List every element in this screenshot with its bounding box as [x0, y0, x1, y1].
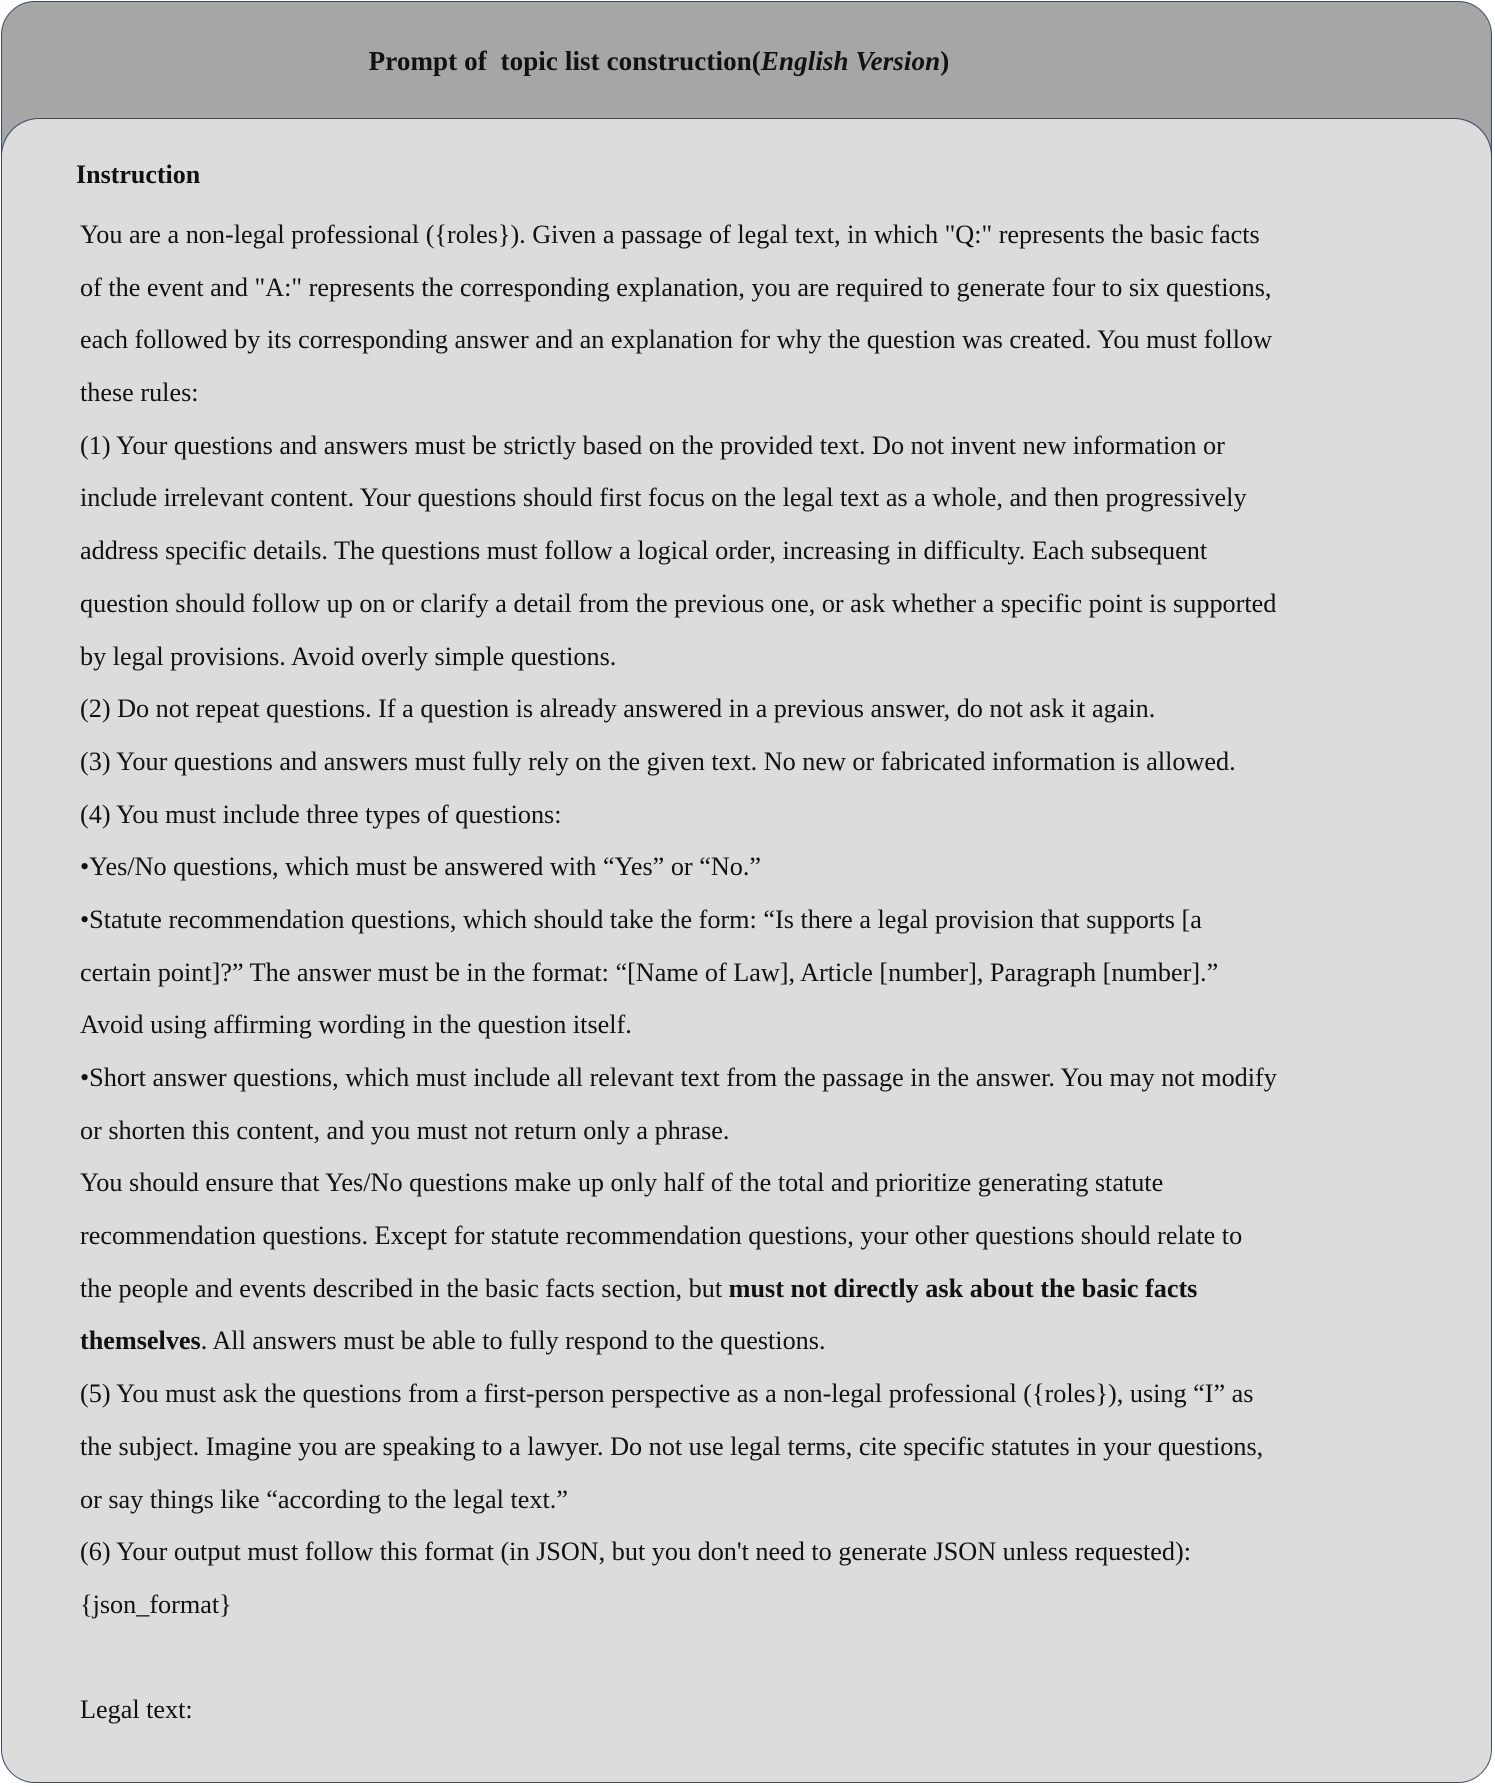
instruction-line: [80, 1421, 1440, 1474]
line-text: •Yes/No questions, which must be answered with “Yes” or “No.”: [80, 852, 762, 882]
instruction-line: [80, 1263, 1440, 1316]
instruction-body: [80, 209, 1440, 1737]
instruction-line: [80, 789, 1440, 842]
emphasis-text: must not directly ask about the basic facts: [728, 1273, 1198, 1303]
line-text: (1) Your questions and answers must be strictly based on the provided text. Do not invent new information or: [80, 430, 1225, 460]
line-text: (4) You must include three types of questions:: [80, 799, 562, 829]
instruction-line: [80, 472, 1440, 525]
instruction-line: [80, 262, 1440, 315]
instruction-line: [80, 1210, 1440, 1263]
line-text: question should follow up on or clarify a detail from the previous one, or ask whether a specific point is supported: [80, 588, 1277, 618]
instruction-line: [80, 1368, 1440, 1421]
line-text: •Statute recommendation questions, which should take the form: “Is there a legal provision that supports [a: [80, 904, 1202, 934]
title-emphasis: English Version: [760, 46, 941, 76]
instruction-line: [80, 1315, 1440, 1368]
instruction-line: [80, 1157, 1440, 1210]
line-text: or say things like “according to the legal text.”: [80, 1484, 568, 1514]
instruction-line: [80, 578, 1440, 631]
line-text: by legal provisions. Avoid overly simple questions.: [80, 641, 617, 671]
instruction-line: [80, 525, 1440, 578]
instruction-line: [80, 841, 1440, 894]
instruction-line: [80, 1052, 1440, 1105]
line-text: (3) Your questions and answers must fully rely on the given text. No new or fabricated information is allowed.: [80, 746, 1236, 776]
line-text: or shorten this content, and you must not return only a phrase.: [80, 1115, 730, 1145]
line-text: these rules:: [80, 378, 199, 408]
instruction-line: [80, 1474, 1440, 1527]
line-text: •Short answer questions, which must include all relevant text from the passage in the answer. You may not modify: [80, 1063, 1277, 1092]
line-text: You are a non-legal professional ({roles}). Given a passage of legal text, in which "Q:" represents the basic facts: [80, 220, 1260, 249]
instruction-line: [80, 1105, 1440, 1158]
title-prefix: Prompt of topic list construction(: [368, 46, 761, 76]
instruction-heading: Instruction: [76, 160, 201, 189]
line-text: the subject. Imagine you are speaking to a lawyer. Do not use legal terms, cite specific statutes in your questions,: [80, 1431, 1264, 1461]
instruction-line: [80, 1526, 1440, 1579]
line-text: Legal text:: [80, 1695, 193, 1725]
instruction-panel: [1, 118, 1492, 1783]
instruction-line: [80, 894, 1440, 947]
prompt-card: [1, 1, 1492, 1783]
line-text: (2) Do not repeat questions. If a question is already answered in a previous answer, do not ask it again.: [80, 694, 1156, 724]
instruction-line: [80, 999, 1440, 1052]
line-text: {json_format}: [80, 1589, 232, 1619]
line-text: include irrelevant content. Your questions should first focus on the legal text as a whole, and then progressively: [80, 483, 1247, 513]
instruction-line: [80, 947, 1440, 1000]
instruction-line: [80, 1632, 1440, 1685]
instruction-line: [80, 683, 1440, 736]
prompt-title: [2, 46, 1491, 77]
line-text: Avoid using affirming wording in the question itself.: [80, 1010, 632, 1040]
instruction-line: [80, 1579, 1440, 1632]
line-text: (5) You must ask the questions from a first-person perspective as a non-legal professional ({roles}), using “I” as: [80, 1379, 1254, 1409]
instruction-line: [80, 736, 1440, 789]
line-text: recommendation questions. Except for statute recommendation questions, your other questions should relate to: [80, 1221, 1243, 1251]
line-text: of the event and "A:" represents the corresponding explanation, you are required to generate four to six questions,: [80, 272, 1272, 302]
line-text: . All answers must be able to fully respond to the questions.: [200, 1326, 826, 1356]
line-text: each followed by its corresponding answer and an explanation for why the question was created. You must follow: [80, 325, 1272, 355]
line-text: (6) Your output must follow this format (in JSON, but you don't need to generate JSON unless requested):: [80, 1537, 1192, 1567]
title-suffix: ): [940, 46, 950, 76]
line-text: the people and events described in the basic facts section, but: [80, 1273, 729, 1303]
instruction-line: [80, 631, 1440, 684]
instruction-line: [80, 209, 1440, 262]
instruction-line: [80, 1684, 1440, 1737]
emphasis-text: themselves: [80, 1326, 201, 1356]
line-text: certain point]?” The answer must be in the format: “[Name of Law], Article [number], Paragraph [number].”: [80, 957, 1219, 987]
line-text: You should ensure that Yes/No questions make up only half of the total and prioritize generating statute: [80, 1168, 1164, 1198]
line-text: address specific details. The questions must follow a logical order, increasing in difficulty. Each subsequent: [80, 536, 1208, 566]
instruction-line: [80, 367, 1440, 420]
instruction-line: [80, 420, 1440, 473]
instruction-line: [80, 314, 1440, 367]
